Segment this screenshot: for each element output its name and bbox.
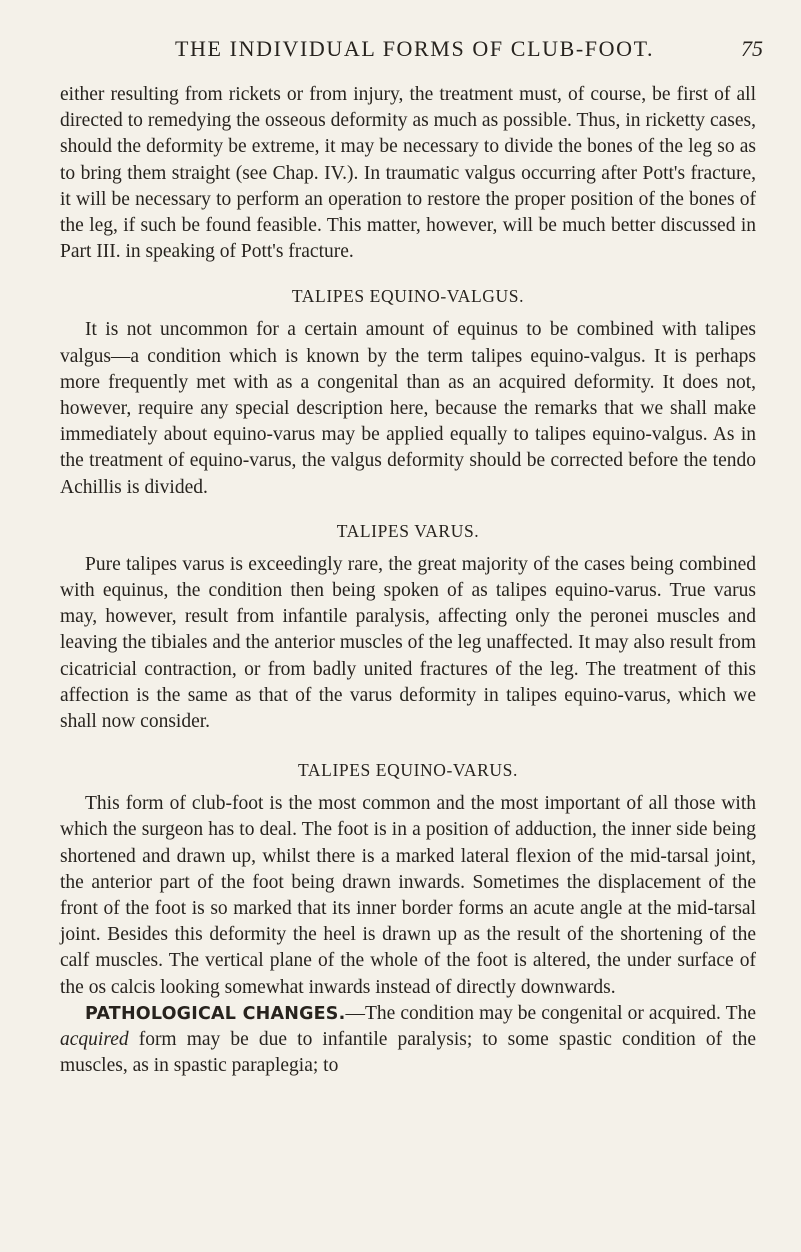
paragraph-pathological-changes (60, 1001, 756, 1080)
paragraph-equino-valgus: It is not uncommon for a certain amount of equinus to be combined with talipes valgus—a condition which is known by the term talipes equino-valgus. It is perhaps more frequently met with as a congenital than as an acquired deformity. It does not, however, require any special description here, because the remarks that we shall make immediately about equino-varus may be applied equally to talipes equino-valgus. As in the treatment of equino-varus, the valgus deformity should be corrected before the tendo Achillis is divided. (60, 319, 756, 498)
running-header (0, 36, 801, 66)
heading-talipes-equino-varus: TALIPES EQUINO-VARUS. (298, 760, 518, 781)
heading-talipes-equino-valgus: TALIPES EQUINO-VALGUS. (291, 286, 525, 307)
heading-talipes-varus: TALIPES VARUS. (336, 520, 480, 541)
page-body (60, 82, 756, 1080)
pathological-emphasis: acquired (60, 1029, 129, 1051)
page-number: 75 (741, 36, 763, 61)
pathological-text-start: —The condition may be congenital or acquired. The (345, 1002, 756, 1024)
paragraph-varus: Pure talipes varus is exceedingly rare, the great majority of the cases being combined with equinus, the condition then being spoken of as talipes equino-varus. True varus may, however, result from infantile paralysis, affecting only the peronei muscles and leaving the tibiales and the anterior muscles of the leg unaffected. It may also result from cicatricial contraction, or from badly united fractures of the leg. The treatment of this affection is the same as that of the varus deformity in talipes equino-varus, which we shall now consider. (60, 553, 756, 733)
pathological-text-end: form may be due to infantile paralysis; to some spastic condition of the muscles, as in spastic paraplegia; to (60, 1029, 756, 1077)
running-title: THE INDIVIDUAL FORMS OF CLUB-FOOT. (175, 36, 655, 61)
paragraph-intro: either resulting from rickets or from injury, the treatment must, of course, be first of all directed to remedying the osseous deformity as much as possible. Thus, in ricketty cases, should the deformity be extreme, it may be necessary to divide the bones of the leg so as to bring them straight (see Chap. IV.). In traumatic valgus occurring after Pott's fracture, it will be necessary to perform an operation to restore the proper position of the bones of the leg, if such be found feasible. This matter, however, will be much better discussed in Part III. in speaking of Pott's fracture. (60, 84, 756, 263)
paragraph-equino-varus: This form of club-foot is the most common and the most important of all those with which the surgeon has to deal. The foot is in a position of adduction, the inner side being shortened and drawn up, whilst there is a marked lateral flexion of the mid-tarsal joint, the anterior part of the foot being drawn inwards. Sometimes the displacement of the front of the foot is so marked that its inner border forms an acute angle at the mid-tarsal joint. Besides this deformity the heel is drawn up as the result of the shortening of the calf muscles. The vertical plane of the whole of the foot is altered, the under surface of the os calcis looking somewhat inwards instead of directly downwards. (60, 793, 756, 998)
run-in-heading-pathological-changes: PATHOLOGICAL CHANGES. (85, 1003, 346, 1024)
